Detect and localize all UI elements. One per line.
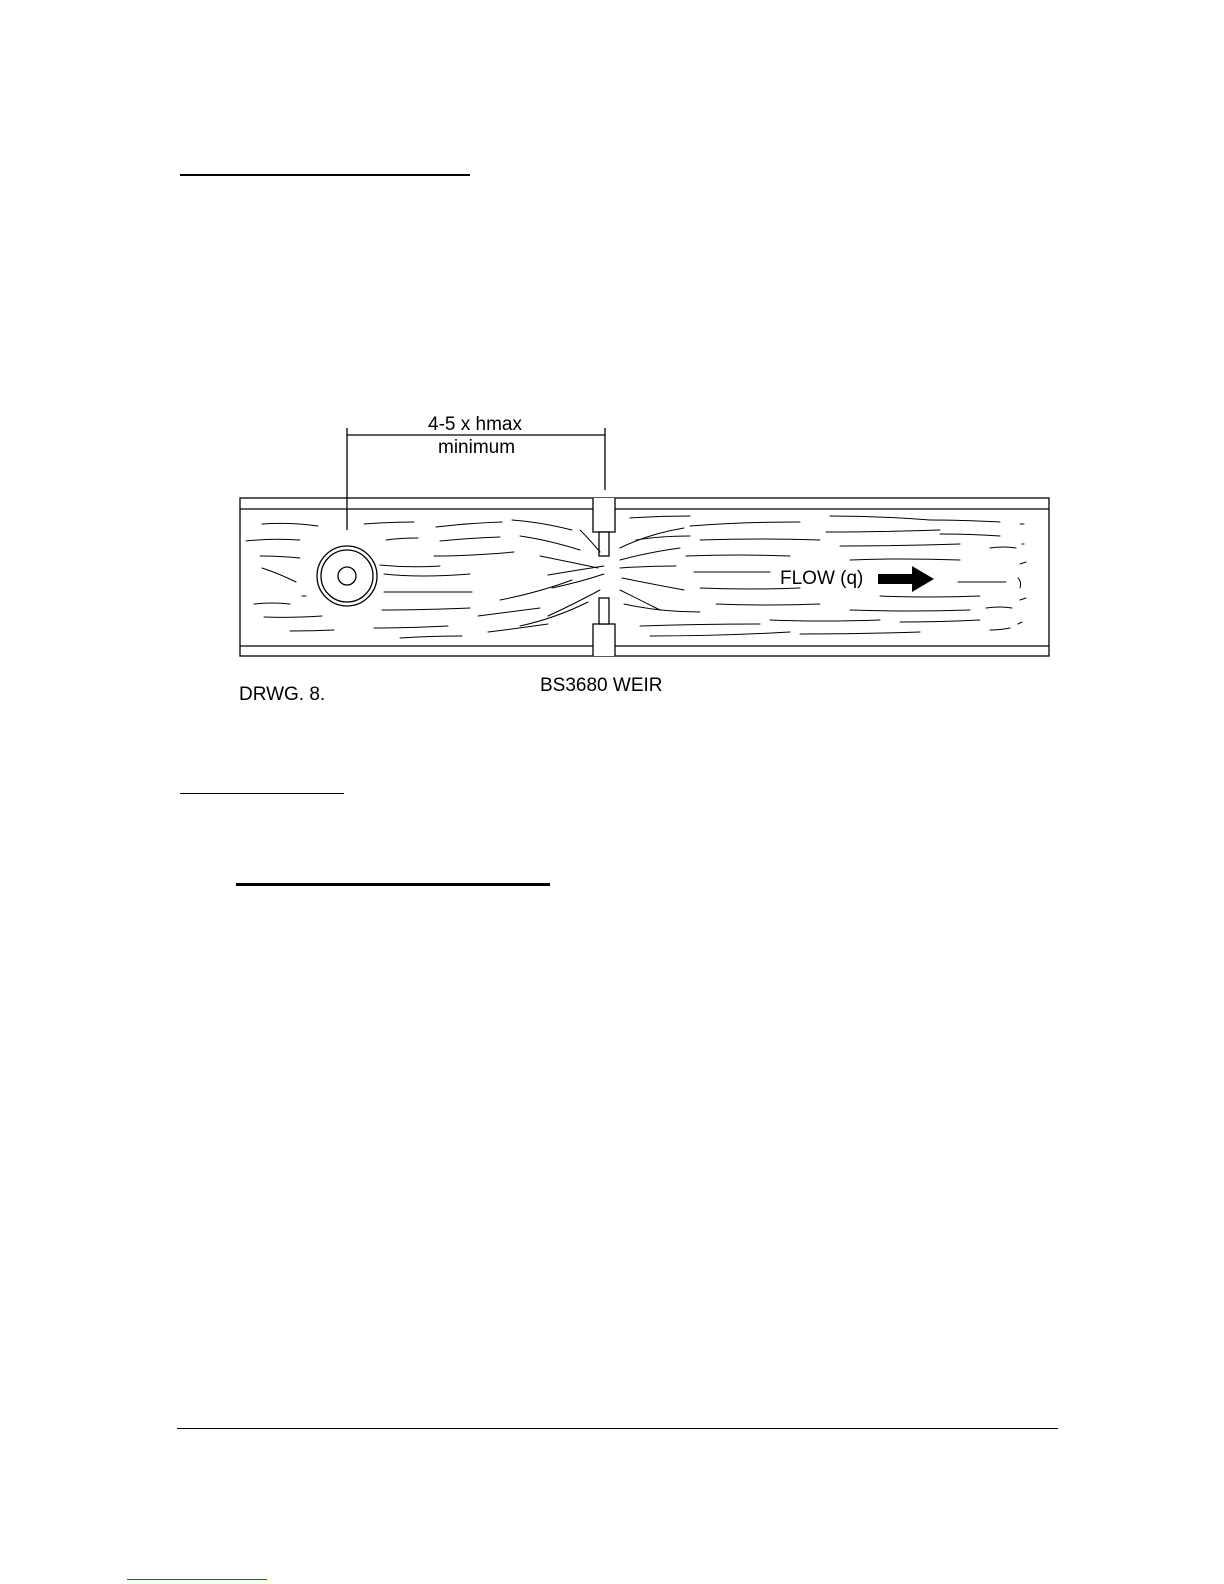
footer-rule xyxy=(177,1428,1058,1429)
weir-plate-top xyxy=(593,498,615,532)
weir-notch-top xyxy=(599,532,609,556)
footer-link-underline[interactable] xyxy=(127,1579,267,1580)
level-sensor-ring xyxy=(321,550,373,602)
drawing-number: DRWG. 8. xyxy=(239,684,326,705)
level-sensor-outer xyxy=(317,546,377,606)
weir-plate-bottom xyxy=(593,624,615,656)
flow-label: FLOW (q) xyxy=(780,568,864,589)
weir-notch-bottom xyxy=(599,598,609,624)
dimension-label-line1: 4-5 x hmax xyxy=(428,414,522,435)
figure-caption: BS3680 WEIR xyxy=(540,675,663,696)
level-sensor-inner xyxy=(338,567,356,585)
dimension-label-line2: minimum xyxy=(438,437,516,458)
flow-arrow-icon xyxy=(878,566,934,592)
